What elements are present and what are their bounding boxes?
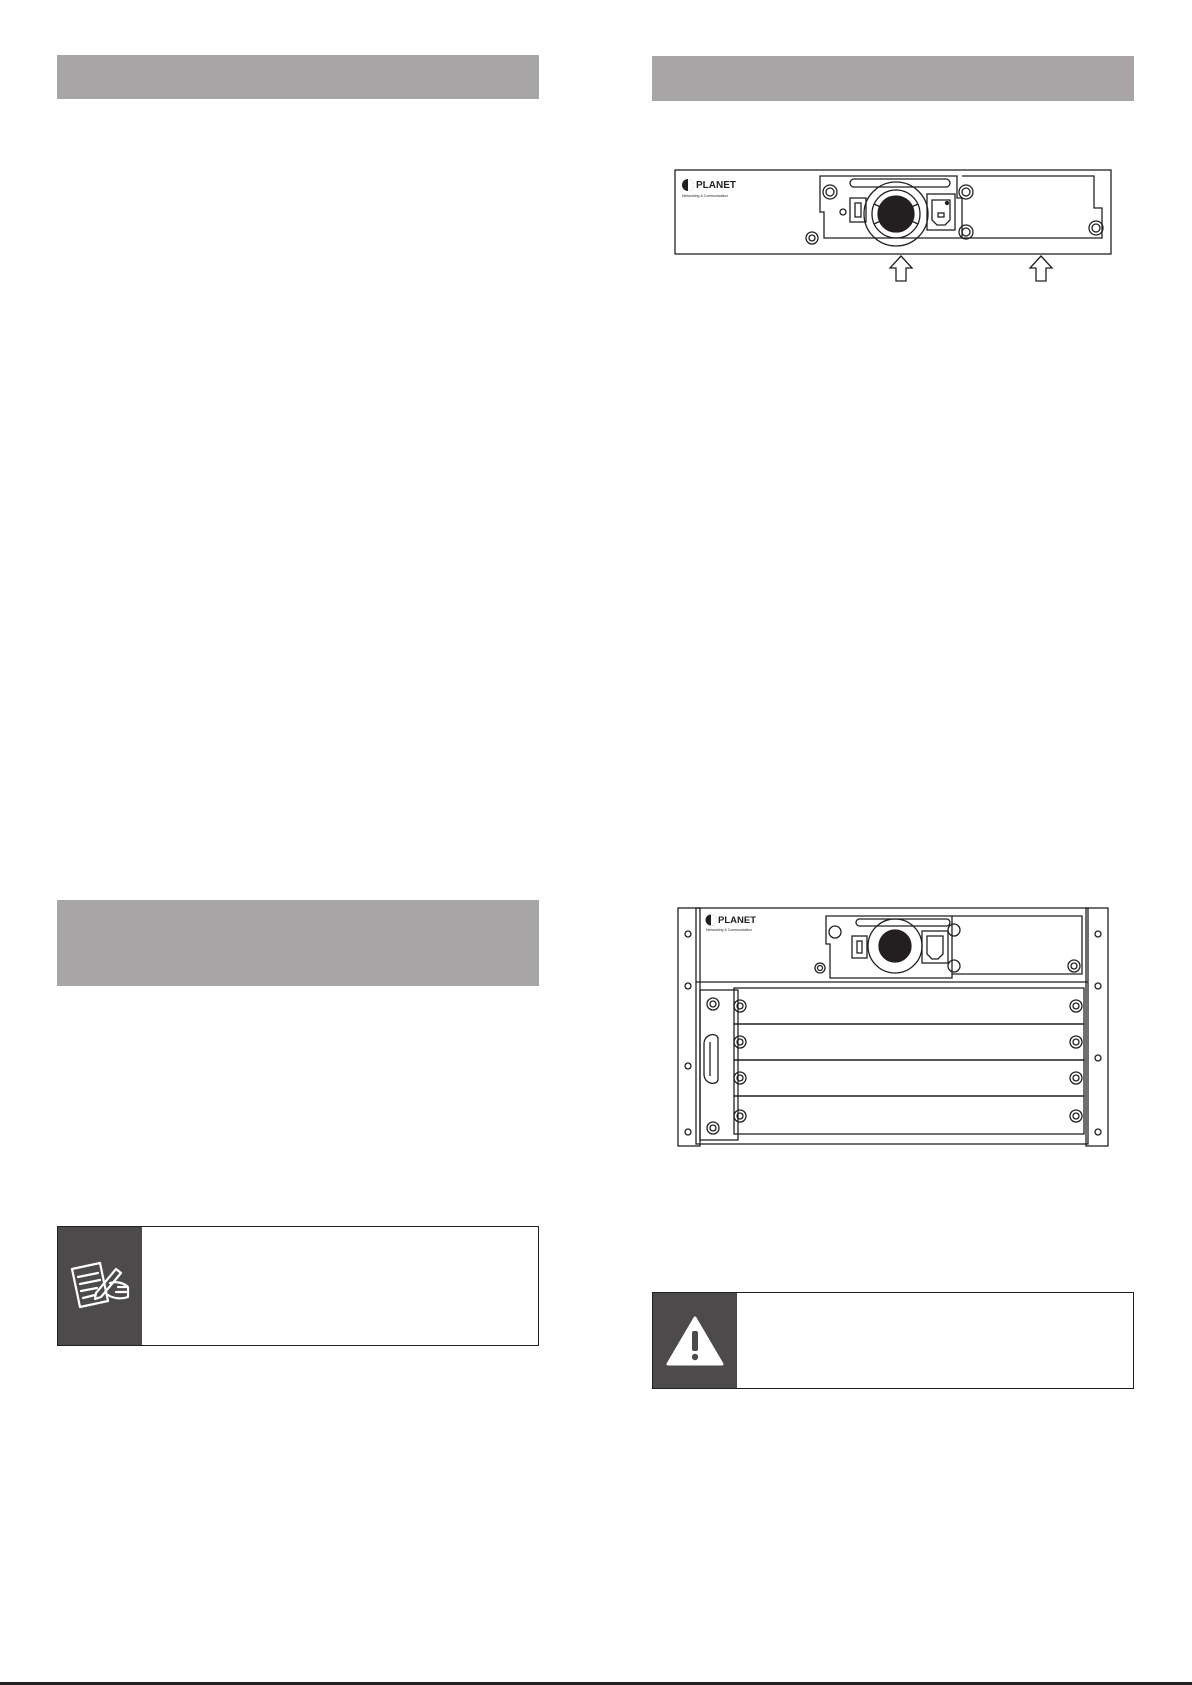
warning-icon-panel bbox=[653, 1293, 737, 1388]
chassis-tagline: Networking & Communication bbox=[706, 928, 753, 932]
rear-panel-figure bbox=[672, 168, 1114, 288]
chassis-logo: PLANET bbox=[718, 915, 756, 926]
note-icon-panel bbox=[58, 1227, 142, 1345]
note-box bbox=[57, 1226, 539, 1346]
warning-box bbox=[652, 1292, 1134, 1389]
section-header-right-top bbox=[652, 56, 1134, 101]
rear-panel-tagline: Networking & Communication bbox=[682, 194, 729, 198]
warning-triangle-icon bbox=[665, 1315, 725, 1367]
note-writing-icon bbox=[66, 1257, 134, 1315]
chassis-figure bbox=[676, 904, 1112, 1150]
section-header-left-top bbox=[57, 55, 539, 99]
section-header-left-bottom bbox=[57, 900, 539, 986]
rear-panel-logo: PLANET bbox=[696, 180, 736, 191]
